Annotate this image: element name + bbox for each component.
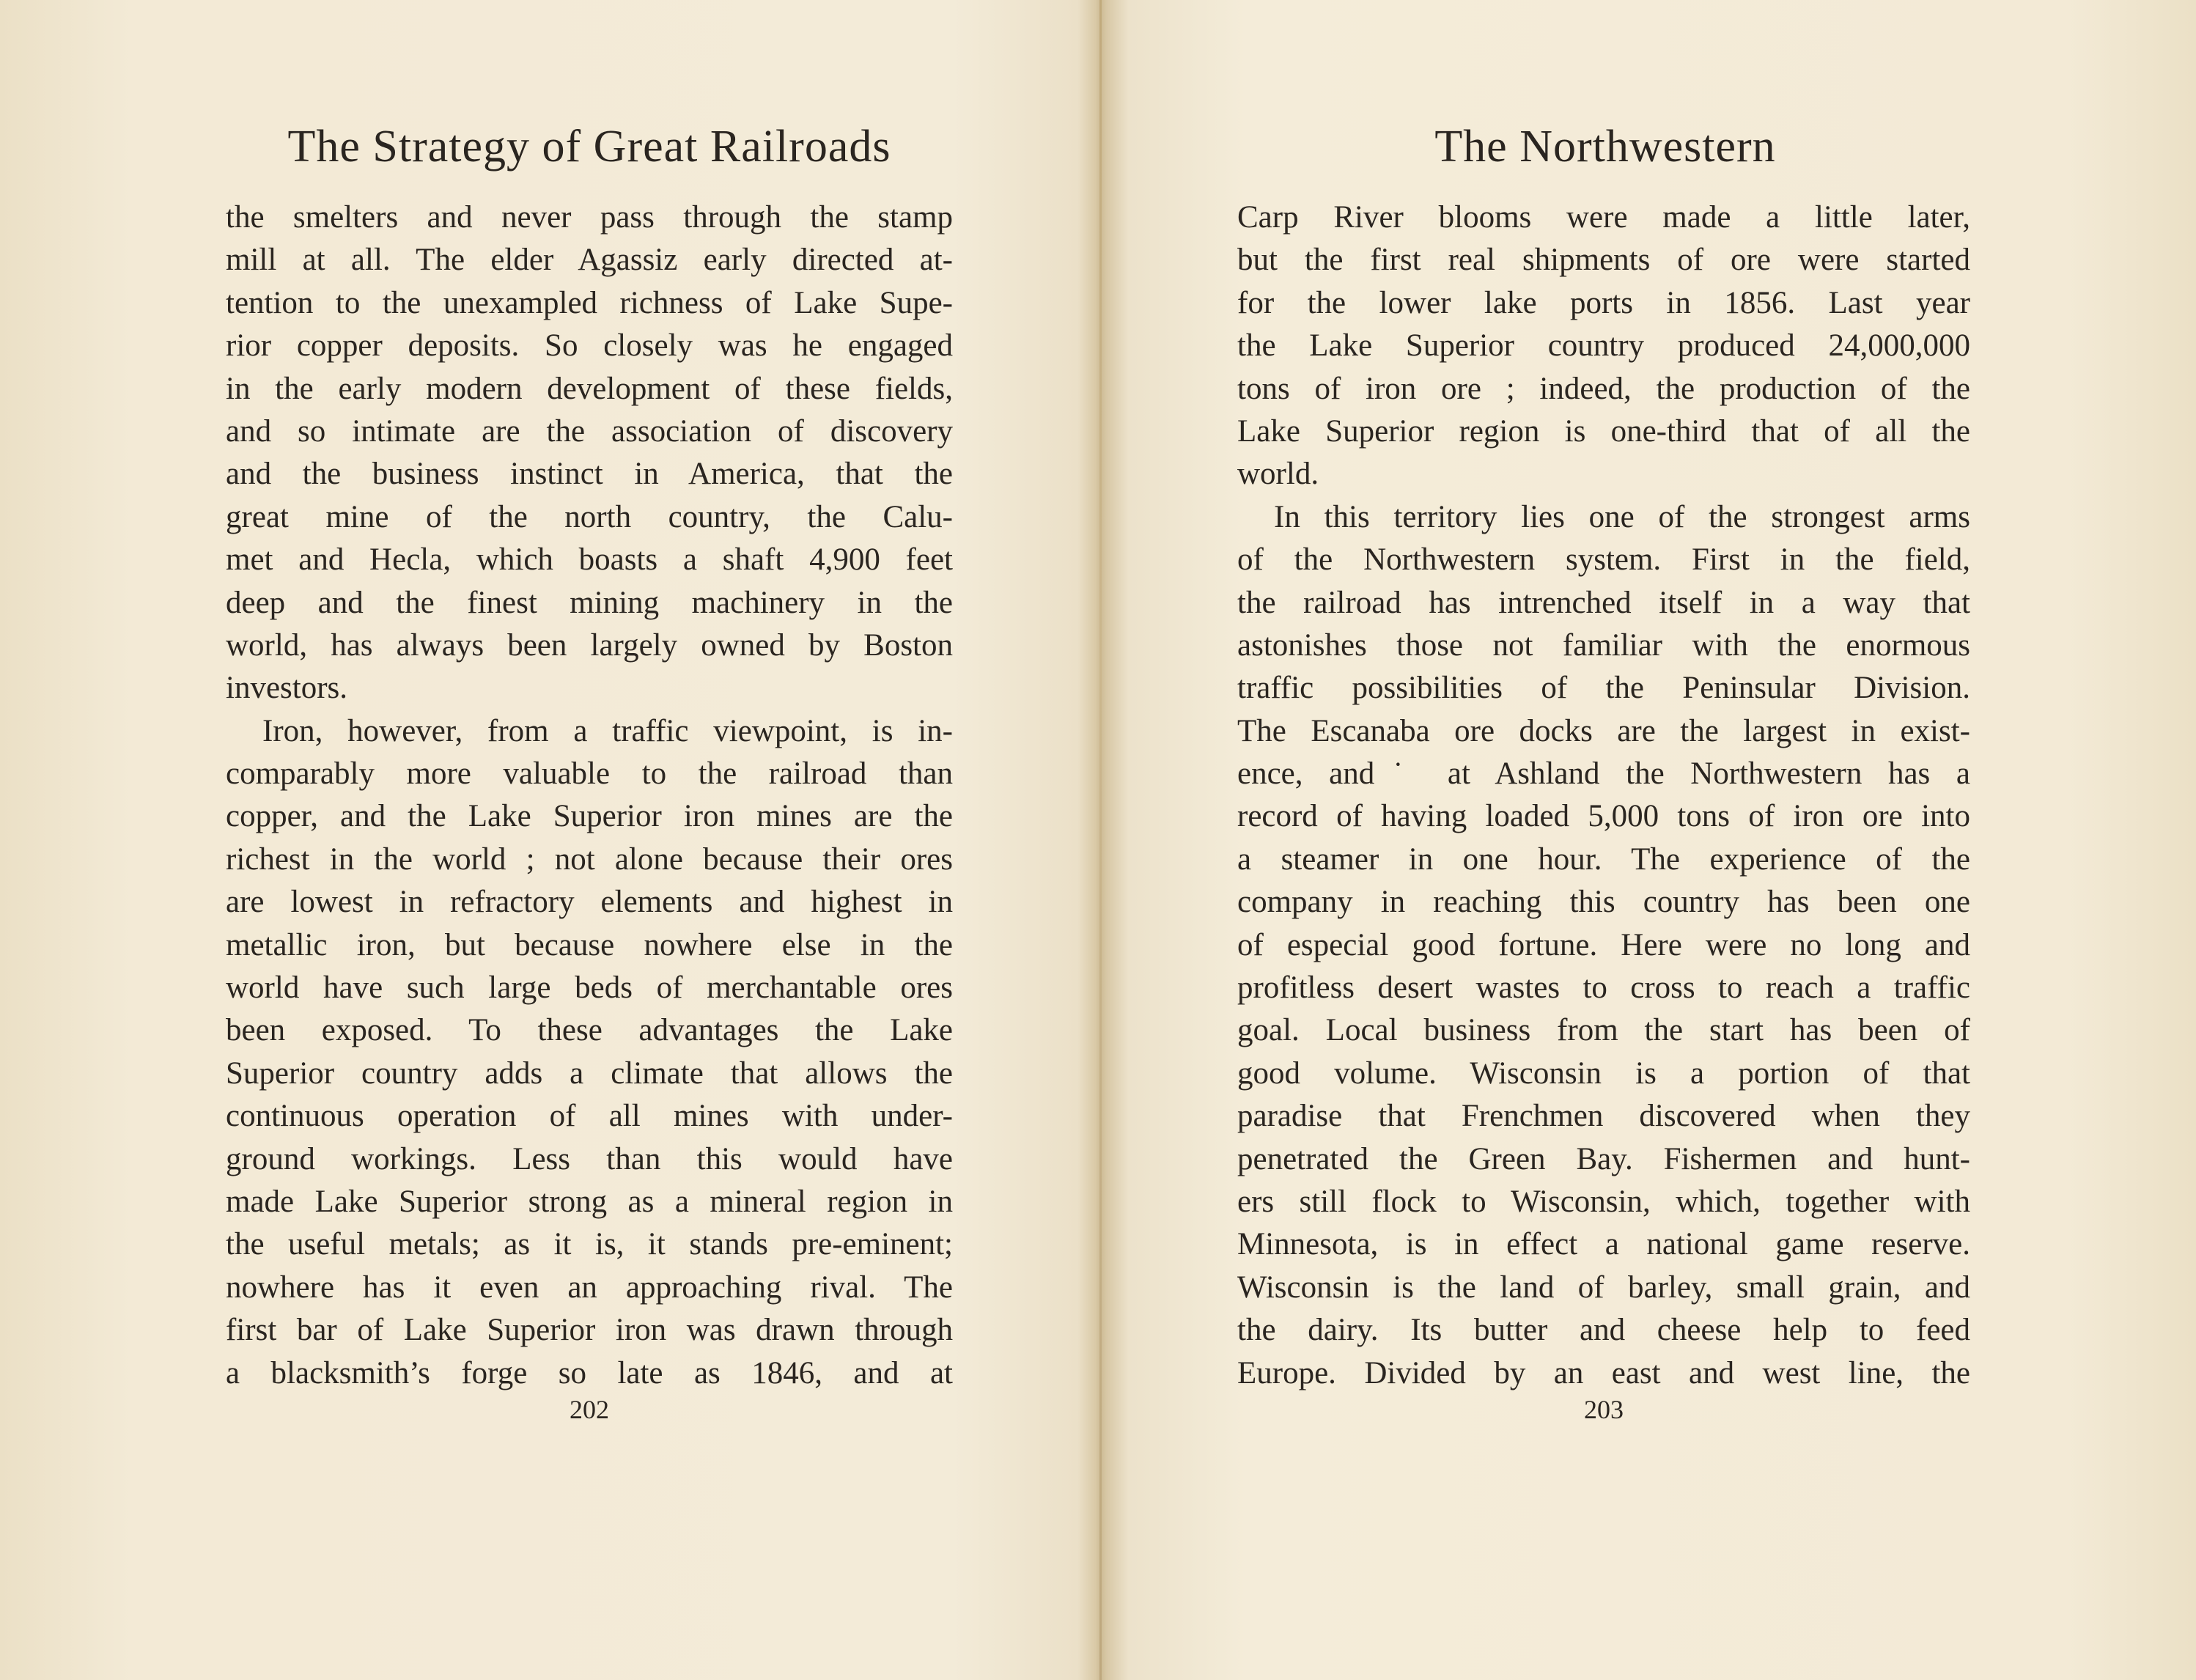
text-line: paradise that Frenchmen discovered when they xyxy=(1237,1099,1970,1134)
text-line: ground workings. Less than this would have xyxy=(226,1141,953,1176)
text-line: Lake Superior region is one-third that of all the xyxy=(1237,413,1970,449)
text-line: a blacksmith’s forge so late as 1846, and at xyxy=(226,1355,953,1390)
text-line: the dairy. Its butter and cheese help to feed xyxy=(1237,1313,1970,1348)
text-line: traffic possibilities of the Peninsular Division. xyxy=(1237,671,1970,706)
right-page-body xyxy=(1237,196,1970,1395)
text-line: Carp River blooms were made a little later, xyxy=(1237,200,1970,235)
text-line: world. xyxy=(1237,457,1319,492)
text-line: are lowest in refractory elements and highest in xyxy=(226,885,953,920)
text-line: deep and the finest mining machinery in the xyxy=(226,585,953,620)
left-page xyxy=(0,0,1092,1680)
left-page-body xyxy=(226,196,953,1395)
text-line: investors. xyxy=(226,671,348,706)
text-line: but the first real shipments of ore were started xyxy=(1237,243,1970,278)
text-line: and the business instinct in America, that the xyxy=(226,457,953,492)
text-line: richest in the world ; not alone because their ores xyxy=(226,841,953,877)
text-line: ers still flock to Wisconsin, which, together with xyxy=(1237,1184,1970,1219)
right-page-number: 203 xyxy=(1584,1395,1624,1424)
text-line: good volume. Wisconsin is a portion of that xyxy=(1237,1055,1970,1091)
text-line: Superior country adds a climate that allows the xyxy=(226,1055,953,1091)
text-line: the useful metals; as it is, it stands pre-eminent; xyxy=(226,1227,953,1262)
text-line: rior copper deposits. So closely was he engaged xyxy=(226,328,953,364)
text-line: first bar of Lake Superior iron was drawn through xyxy=(226,1313,953,1348)
text-line: tention to the unexampled richness of Lake Supe- xyxy=(226,285,953,320)
text-line: of the Northwestern system. First in the field, xyxy=(1237,542,1970,578)
text-line: of especial good fortune. Here were no long and xyxy=(1237,927,1970,962)
text-line: continuous operation of all mines with under- xyxy=(226,1099,953,1134)
text-line: metallic iron, but because nowhere else in the xyxy=(226,927,953,962)
text-line: record of having loaded 5,000 tons of iron ore into xyxy=(1237,799,1970,834)
text-line: Minnesota, is in effect a national game reserve. xyxy=(1237,1227,1970,1262)
right-page xyxy=(1107,0,2196,1680)
text-line: Europe. Divided by an east and west line, the xyxy=(1237,1355,1970,1390)
text-line: in the early modern development of these fields, xyxy=(226,371,953,406)
left-running-head: The Strategy of Great Railroads xyxy=(287,122,891,172)
text-line: for the lower lake ports in 1856. Last year xyxy=(1237,285,1970,320)
text-line: nowhere has it even an approaching rival. The xyxy=(226,1270,953,1305)
text-line: ence, and˙ at Ashland the Northwestern has a xyxy=(1237,756,1970,792)
text-line: the Lake Superior country produced 24,000,000 xyxy=(1237,328,1970,364)
text-line: the smelters and never pass through the stamp xyxy=(226,200,953,235)
text-line: mill at all. The elder Agassiz early directed at- xyxy=(226,243,953,278)
text-line: met and Hecla, which boasts a shaft 4,900 feet xyxy=(226,542,953,578)
left-page-number: 202 xyxy=(570,1395,609,1424)
text-line: astonishes those not familiar with the enormous xyxy=(1237,627,1970,663)
book-gutter xyxy=(1099,0,1102,1680)
text-line: a steamer in one hour. The experience of the xyxy=(1237,841,1970,877)
text-line: great mine of the north country, the Calu- xyxy=(226,499,953,534)
right-running-head: The Northwestern xyxy=(1434,122,1776,172)
text-line: been exposed. To these advantages the Lake xyxy=(226,1013,953,1048)
text-line: In this territory lies one of the strongest arms xyxy=(1274,499,1970,534)
text-line: profitless desert wastes to cross to reach a traffic xyxy=(1237,970,1970,1006)
text-line: world, has always been largely owned by Boston xyxy=(226,627,953,663)
text-line: penetrated the Green Bay. Fishermen and hunt- xyxy=(1237,1141,1970,1176)
text-line: company in reaching this country has been one xyxy=(1237,885,1970,920)
text-line: comparably more valuable to the railroad than xyxy=(226,756,953,792)
text-line: The Escanaba ore docks are the largest in exist- xyxy=(1237,713,1970,748)
text-line: goal. Local business from the start has been of xyxy=(1237,1013,1970,1048)
text-line: world have such large beds of merchantable ores xyxy=(226,970,953,1006)
text-line: and so intimate are the association of discovery xyxy=(226,413,953,449)
text-line: tons of iron ore ; indeed, the production of the xyxy=(1237,371,1970,406)
text-line: Iron, however, from a traffic viewpoint, is in- xyxy=(262,713,953,748)
text-line: copper, and the Lake Superior iron mines are the xyxy=(226,799,953,834)
text-line: Wisconsin is the land of barley, small grain, and xyxy=(1237,1270,1970,1305)
text-line: made Lake Superior strong as a mineral region in xyxy=(226,1184,953,1219)
text-line: the railroad has intrenched itself in a way that xyxy=(1237,585,1970,620)
